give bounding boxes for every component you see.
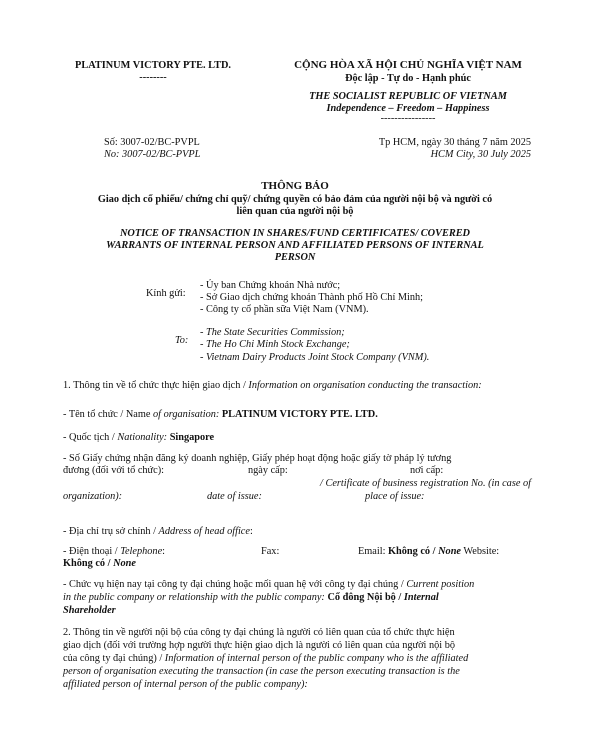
certificate-en-line1: / Certificate of business registration No. (in case of bbox=[320, 478, 531, 489]
certificate-en-date: date of issue: bbox=[207, 491, 262, 502]
recipients-label-en: To: bbox=[175, 335, 189, 346]
certificate-issue-date-vn: ngày cấp: bbox=[248, 465, 288, 476]
position-line2: in the public company or relationship with the public company: Cổ đông Nội bộ / Internal bbox=[63, 592, 439, 603]
title-vn-line2: liên quan của người nội bộ bbox=[236, 206, 354, 217]
nationality-row: - Quốc tịch / Nationality: Singapore bbox=[63, 432, 215, 443]
recipients-label-vn: Kính gửi: bbox=[146, 288, 186, 299]
en-republic-title: THE SOCIALIST REPUBLIC OF VIETNAM bbox=[309, 91, 507, 102]
section2-line5: affiliated person of internal person of the public company): bbox=[63, 679, 308, 690]
section2-line4: person of organisation executing the transaction (in case the person executing transaction is the bbox=[63, 666, 460, 677]
phone-row: - Điện thoại / Telephone: bbox=[63, 546, 166, 557]
vn-republic-title: CỘNG HÒA XÃ HỘI CHỦ NGHĨA VIỆT NAM bbox=[294, 59, 522, 71]
document-number-vn: Số: 3007-02/BC-PVPL bbox=[104, 137, 200, 148]
organisation-name-row: - Tên tổ chức / Name of organisation: PLATINUM VICTORY PTE. LTD. bbox=[63, 409, 378, 420]
motto-divider: ---------------- bbox=[380, 113, 436, 124]
certificate-en-place: place of issue: bbox=[365, 491, 425, 502]
position-line3: Shareholder bbox=[63, 605, 116, 616]
fax-label: Fax: bbox=[261, 546, 280, 557]
recipient-vn-2: - Sở Giao dịch chứng khoán Thành phố Hồ Chí Minh; bbox=[200, 292, 424, 303]
email-website-row: Email: Không có / None Website: bbox=[358, 546, 500, 557]
section2-line3: của công ty đại chúng) / Information of internal person of the public company who is the affiliated bbox=[63, 653, 469, 664]
title-vn-heading: THÔNG BÁO bbox=[261, 180, 329, 192]
certificate-en-organization: organization): bbox=[63, 491, 123, 502]
vn-motto: Độc lập - Tự do - Hạnh phúc bbox=[345, 73, 471, 84]
address-row: - Địa chỉ trụ sở chính / Address of head office: bbox=[63, 526, 253, 537]
recipient-en-1: - The State Securities Commission; bbox=[200, 327, 345, 338]
title-en-line3: PERSON bbox=[274, 252, 316, 263]
document-number-en: No: 3007-02/BC-PVPL bbox=[104, 149, 201, 160]
issuer-divider: -------- bbox=[139, 72, 167, 83]
position-line1: - Chức vụ hiện nay tại công ty đại chúng hoặc mối quan hệ với công ty đại chúng / Current position bbox=[63, 579, 475, 590]
issuer-name: PLATINUM VICTORY PTE. LTD. bbox=[75, 60, 231, 71]
nationality-value: Singapore bbox=[169, 432, 215, 443]
title-en-line1: NOTICE OF TRANSACTION IN SHARES/FUND CERTIFICATES/ COVERED bbox=[119, 228, 470, 239]
recipient-en-2: - The Ho Chi Minh Stock Exchange; bbox=[200, 339, 350, 350]
document-date-en: HCM City, 30 July 2025 bbox=[430, 149, 531, 160]
recipient-vn-3: - Công ty cổ phần sữa Việt Nam (VNM). bbox=[200, 304, 369, 315]
section2-line2: giao dịch (đối với trường hợp người thực hiện giao dịch là người có liên quan của người nội bộ bbox=[63, 640, 456, 651]
certificate-line1: - Số Giấy chứng nhận đăng ký doanh nghiệp, Giấy phép hoạt động hoặc giấy tờ pháp lý tương bbox=[63, 453, 452, 464]
en-motto: Independence – Freedom – Happiness bbox=[326, 103, 490, 114]
title-en-line2: WARRANTS OF INTERNAL PERSON AND AFFILIATED PERSONS OF INTERNAL bbox=[106, 240, 484, 251]
title-vn-line1: Giao dịch cổ phiếu/ chứng chỉ quỹ/ chứng quyền có bảo đảm của người nội bộ và người có bbox=[97, 194, 493, 205]
section1-heading: 1. Thông tin về tổ chức thực hiện giao dịch / Information on organisation conducting the transaction: bbox=[63, 380, 482, 391]
document-date-vn: Tp HCM, ngày 30 tháng 7 năm 2025 bbox=[378, 137, 531, 148]
section2-line1: 2. Thông tin về người nội bộ của công ty đại chúng là người có liên quan của tổ chức thực hiện bbox=[63, 627, 455, 638]
website-value-row: Không có / None bbox=[63, 558, 136, 569]
recipient-en-3: - Vietnam Dairy Products Joint Stock Company (VNM). bbox=[200, 352, 430, 363]
certificate-issue-place-vn: nơi cấp: bbox=[410, 465, 444, 476]
certificate-line2: đương (đối với tổ chức): bbox=[63, 465, 164, 476]
organisation-name-value: PLATINUM VICTORY PTE. LTD. bbox=[221, 409, 378, 420]
recipient-vn-1: - Ủy ban Chứng khoán Nhà nước; bbox=[200, 280, 341, 291]
